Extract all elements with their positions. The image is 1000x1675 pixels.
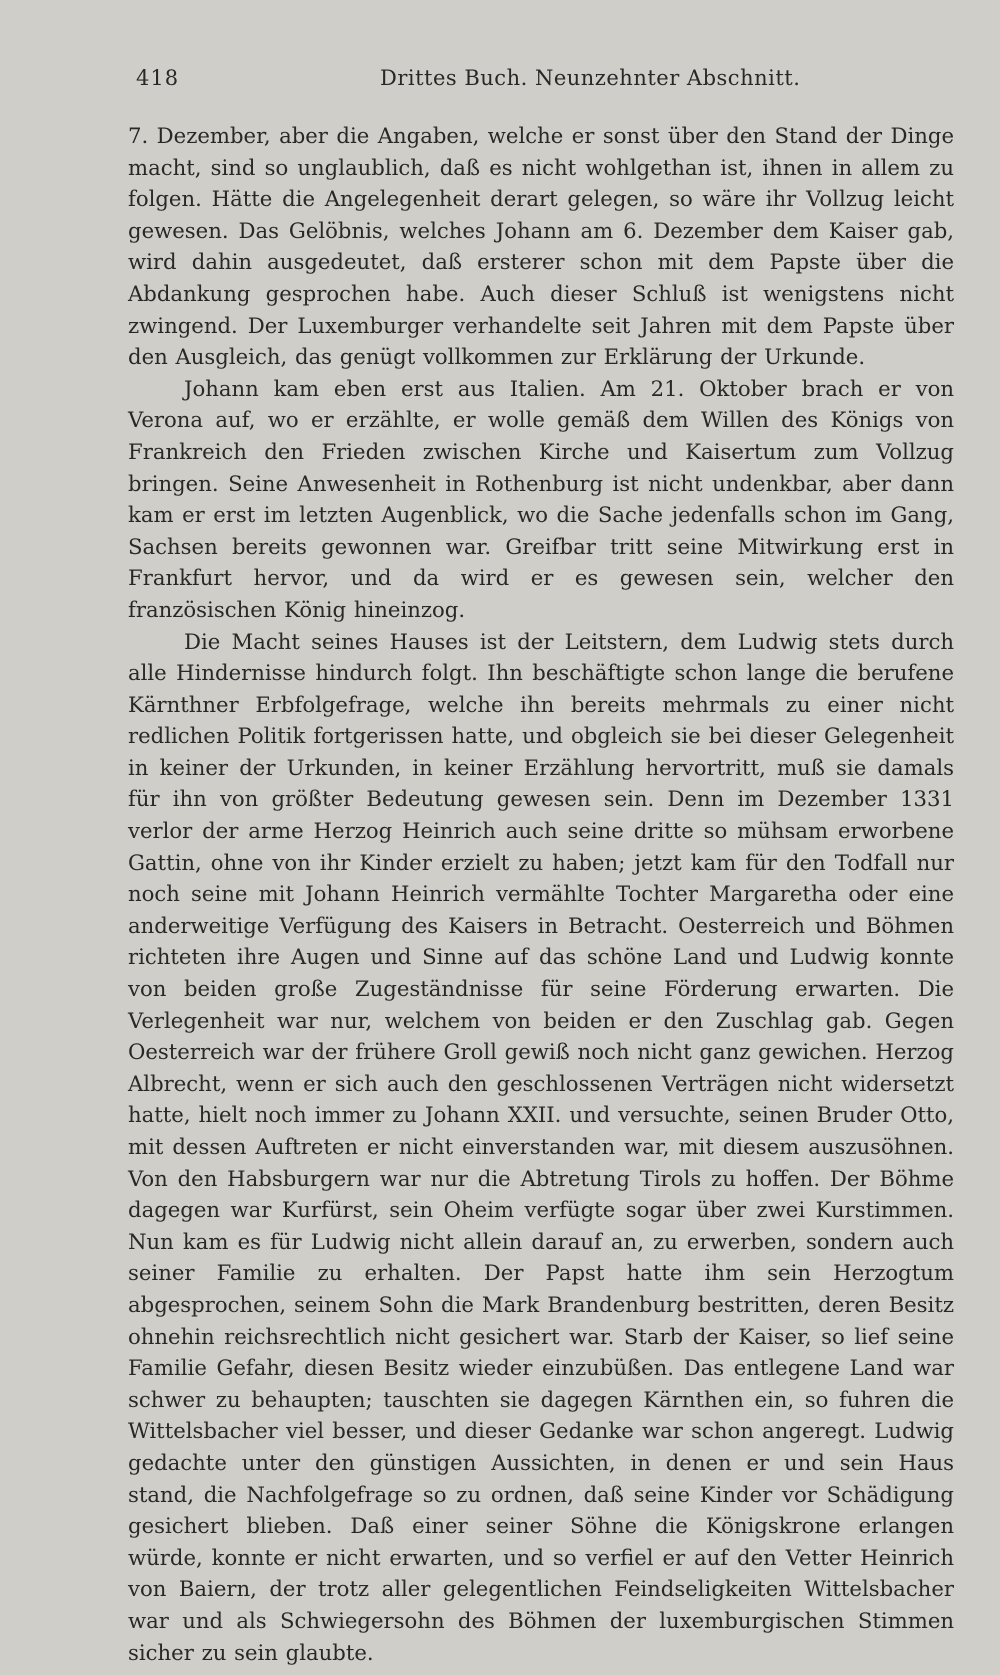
page-number: 418 bbox=[136, 66, 180, 90]
paragraph-3: Die Macht seines Hauses ist der Leitstern, dem Ludwig stets durch alle Hindernisse hindurch folgt. Ihn beschäftigte schon lange die berufene Kärnthner Erbfolgefrage, welche ihn bereits mehrmals zu einer nicht redlichen Politik fortgerissen hatte, und obgleich sie bei dieser Gelegenheit in keiner der Urkunden, in keiner Erzählung hervortritt, muß sie damals für ihn von größter Bedeutung gewesen sein. Denn im Dezember 1331 verlor der arme Herzog Heinrich auch seine dritte so mühsam erworbene Gattin, ohne von ihr Kinder erzielt zu haben; jetzt kam für den Todfall nur noch seine mit Johann Heinrich vermählte Tochter Margaretha oder eine anderweitige Verfügung des Kaisers in Betracht. Oesterreich und Böhmen richteten ihre Augen und Sinne auf das schöne Land und Ludwig konnte von beiden große Zugeständnisse für seine Förderung erwarten. Die Verlegenheit war nur, welchem von beiden er den Zuschlag gab. Gegen Oesterreich war der frühere Groll gewiß noch nicht ganz gewichen. Herzog Albrecht, wenn er sich auch den geschlossenen Verträgen nicht widersetzt hatte, hielt noch immer zu Johann XXII. und versuchte, seinen Bruder Otto, mit dessen Auftreten er nicht einverstanden war, mit diesem auszusöhnen. Von den Habsburgern war nur die Abtretung Tirols zu hoffen. Der Böhme dagegen war Kurfürst, sein Oheim verfügte sogar über zwei Kurstimmen. Nun kam es für Ludwig nicht allein darauf an, zu erwerben, sondern auch seiner Familie zu erhalten. Der Papst hatte ihm sein Herzogtum abgesprochen, seinem Sohn die Mark Brandenburg bestritten, deren Besitz ohnehin reichsrechtlich nicht gesichert war. Starb der Kaiser, so lief seine Familie Gefahr, diesen Besitz wieder einzubüßen. Das entlegene Land war schwer zu behaupten; tauschten sie dagegen Kärnthen ein, so fuhren die Wittelsbacher viel besser, und dieser Gedanke war schon angeregt. Ludwig gedachte unter den günstigen Aussichten, in denen er und sein Haus stand, die Nachfolgefrage so zu ordnen, daß seine Kinder vor Schädigung gesichert blieben. Daß einer seiner Söhne die Königskrone erlangen würde, konnte er nicht erwarten, und so verfiel er auf den Vetter Heinrich von Baiern, der trotz aller gelegentlichen Feindseligkeiten Wittelsbacher war und als Schwiegersohn des Böhmen der luxemburgischen Stimmen sicher zu sein glaubte. bbox=[128, 628, 954, 1665]
paragraph-2: Johann kam eben erst aus Italien. Am 21. Oktober brach er von Verona auf, wo er erzählte, er wolle gemäß dem Willen des Königs von Frankreich den Frieden zwischen Kirche und Kaisertum zum Vollzug bringen. Seine Anwesenheit in Rothenburg ist nicht undenkbar, aber dann kam er erst im letzten Augenblick, wo die Sache jedenfalls schon im Gang, Sachsen bereits gewonnen war. Greifbar tritt seine Mitwirkung erst in Frankfurt hervor, und da wird er es gewesen sein, welcher den französischen König hineinzog. bbox=[128, 375, 954, 622]
page-header bbox=[128, 62, 948, 98]
running-head: Drittes Buch. Neunzehnter Abschnitt. bbox=[380, 66, 801, 90]
paragraph-1: 7. Dezember, aber die Angaben, welche er sonst über den Stand der Dinge macht, sind so unglaublich, daß es nicht wohlgethan ist, ihnen in allem zu folgen. Hätte die Angelegenheit derart gelegen, so wäre ihr Vollzug leicht gewesen. Das Gelöbnis, welches Johann am 6. Dezember dem Kaiser gab, wird dahin ausgedeutet, daß ersterer schon mit dem Papste über die Abdankung gesprochen habe. Auch dieser Schluß ist wenigstens nicht zwingend. Der Luxemburger verhandelte seit Jahren mit dem Papste über den Ausgleich, das genügt vollkommen zur Erklärung der Urkunde. bbox=[128, 123, 954, 370]
body-text bbox=[128, 120, 954, 1668]
